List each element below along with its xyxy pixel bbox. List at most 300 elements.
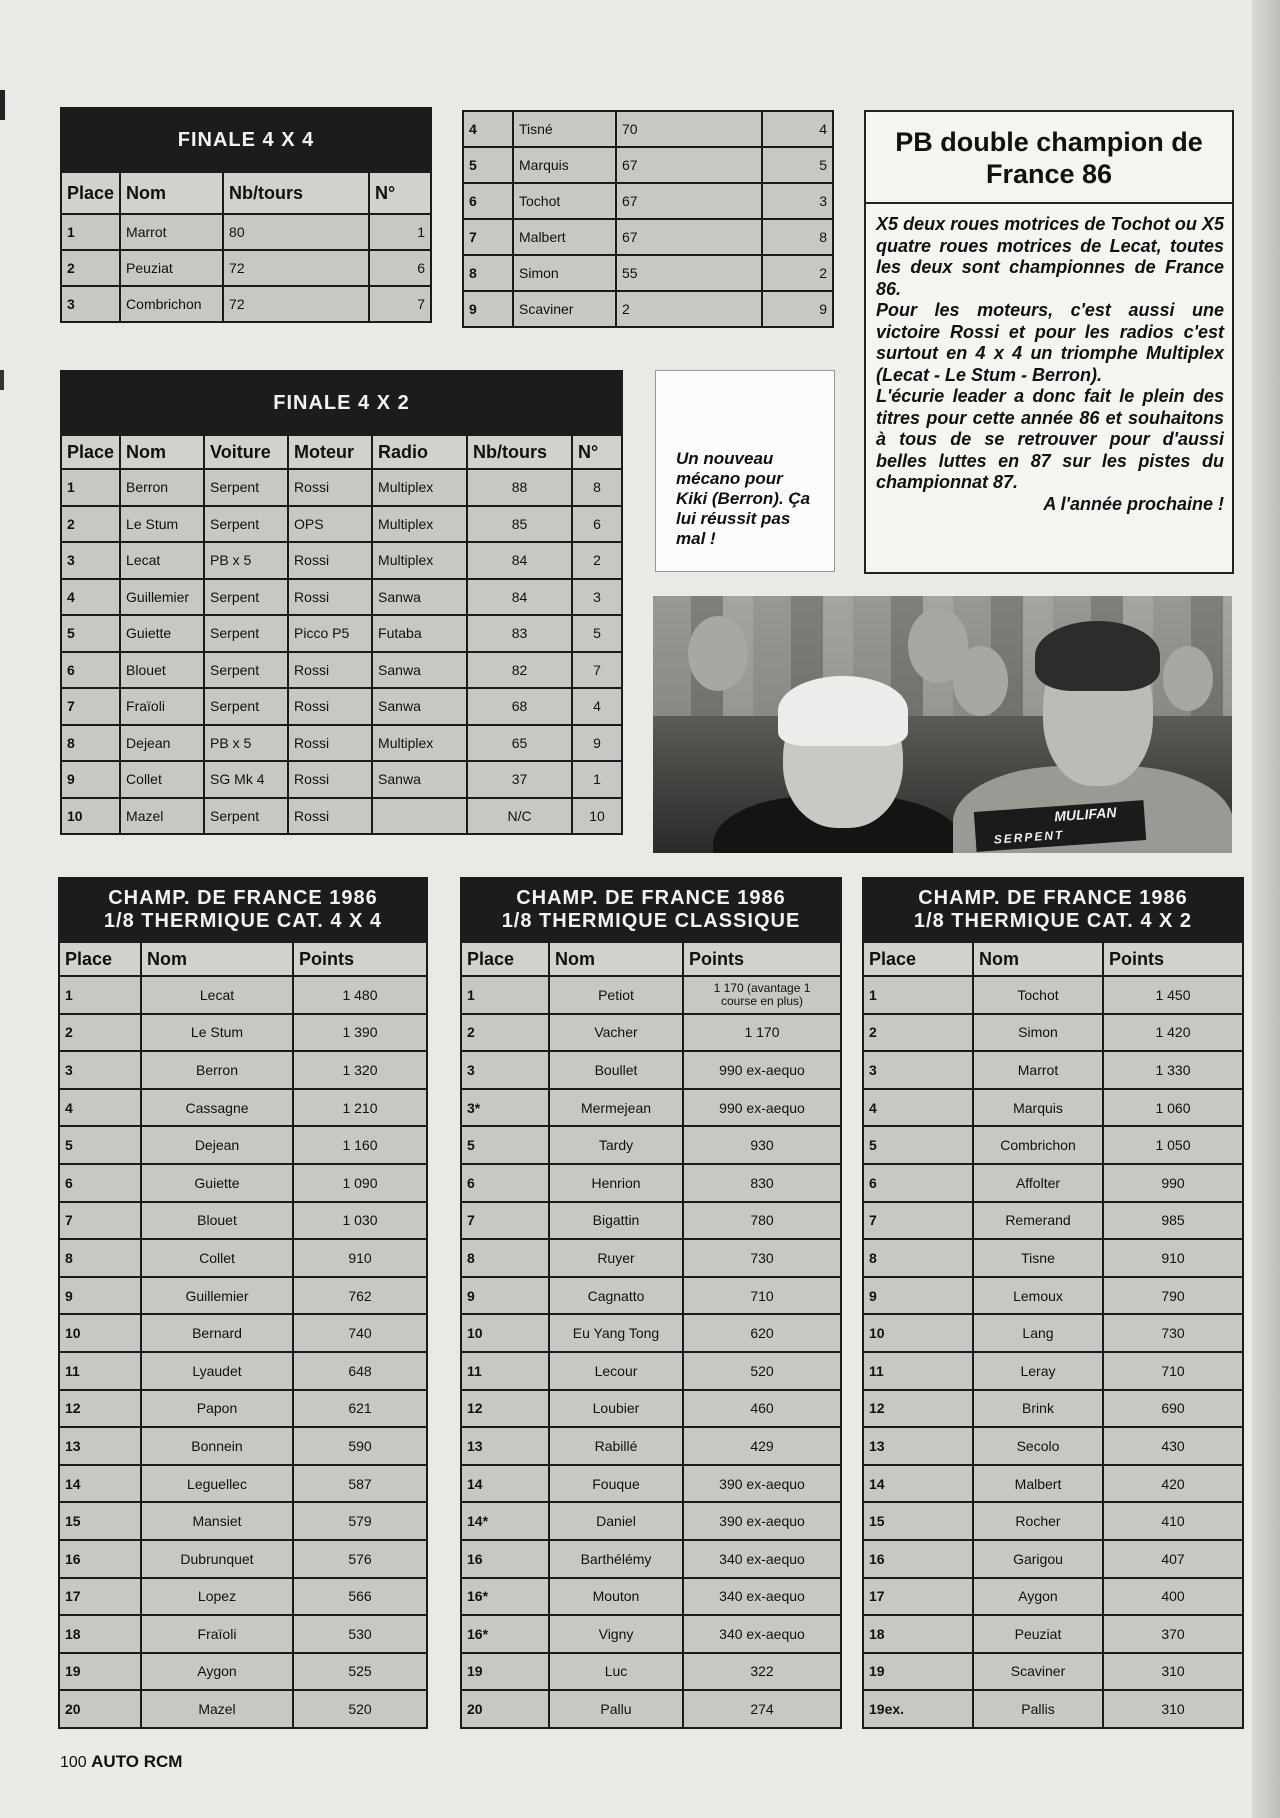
table-cell: 525 xyxy=(293,1653,427,1691)
table-cell: Brink xyxy=(973,1390,1103,1428)
table-row xyxy=(461,1089,841,1127)
table-cell: 84 xyxy=(467,579,572,616)
championship-classique-table xyxy=(460,877,842,1729)
table-cell: Multiplex xyxy=(372,506,467,543)
table-cell: Secolo xyxy=(973,1427,1103,1465)
table-cell: 1 050 xyxy=(1103,1126,1243,1164)
table-cell: 621 xyxy=(293,1390,427,1428)
column-header: Nom xyxy=(120,172,223,214)
table-row xyxy=(61,506,622,543)
table-cell: 1 030 xyxy=(293,1202,427,1240)
table-cell: 566 xyxy=(293,1578,427,1616)
table-row xyxy=(461,976,841,1014)
table-cell: Sanwa xyxy=(372,688,467,725)
table-header-row xyxy=(61,172,431,214)
table-cell: 16* xyxy=(461,1615,549,1653)
table-cell: 2 xyxy=(61,250,120,286)
table-cell: 2 xyxy=(863,1014,973,1052)
table-cell: 690 xyxy=(1103,1390,1243,1428)
column-header: Points xyxy=(683,942,841,976)
column-header: Points xyxy=(1103,942,1243,976)
table-row xyxy=(59,1390,427,1428)
table-cell: Bonnein xyxy=(141,1427,293,1465)
table-row xyxy=(61,615,622,652)
table-cell xyxy=(683,976,841,1014)
table-row xyxy=(863,1277,1243,1315)
table-row xyxy=(59,1239,427,1277)
table-cell: 6 xyxy=(863,1164,973,1202)
table-row xyxy=(461,1390,841,1428)
photo-caption xyxy=(655,370,835,572)
table-cell: 5 xyxy=(59,1126,141,1164)
table-cell: 10 xyxy=(59,1314,141,1352)
table-cell: 7 xyxy=(463,219,513,255)
table-cell: 2 xyxy=(572,542,622,579)
table-cell: 6 xyxy=(463,183,513,219)
table-cell: Leguellec xyxy=(141,1465,293,1503)
table-cell: Marrot xyxy=(973,1051,1103,1089)
table-row xyxy=(59,1465,427,1503)
table-row xyxy=(61,250,431,286)
table-cell: 429 xyxy=(683,1427,841,1465)
table-cell: Lemoux xyxy=(973,1277,1103,1315)
table-row xyxy=(59,1578,427,1616)
table-cell: 2 xyxy=(61,506,120,543)
table-cell: 8 xyxy=(863,1239,973,1277)
table-row xyxy=(461,1427,841,1465)
table-cell: 16 xyxy=(461,1540,549,1578)
table-cell: 72 xyxy=(223,286,369,322)
table-cell: 1 450 xyxy=(1103,976,1243,1014)
table-cell: 16 xyxy=(59,1540,141,1578)
column-header: Nom xyxy=(549,942,683,976)
table-cell: 3 xyxy=(461,1051,549,1089)
table-cell: 1 060 xyxy=(1103,1089,1243,1127)
table-cell: 340 ex-aequo xyxy=(683,1578,841,1616)
table-row xyxy=(461,1051,841,1089)
table-cell: 322 xyxy=(683,1653,841,1691)
table-row xyxy=(461,1164,841,1202)
table-cell: Blouet xyxy=(120,652,204,689)
table-cell: Le Stum xyxy=(120,506,204,543)
table-cell: Guiette xyxy=(120,615,204,652)
page-number: 100 xyxy=(60,1754,87,1771)
table-row xyxy=(463,291,833,327)
pb-paragraph: Pour les moteurs, c'est aussi une victoire Rossi et pour les radios c'est surtout en 4 x 4 un triomphe Multiplex (Lecat - Le Stum - Berron). xyxy=(876,300,1224,385)
table-row xyxy=(61,761,622,798)
table-cell: Leray xyxy=(973,1352,1103,1390)
finale-4x2-table xyxy=(60,370,623,835)
photo-person xyxy=(1163,646,1213,711)
table-cell: Henrion xyxy=(549,1164,683,1202)
table-row xyxy=(59,1277,427,1315)
table-cell: Fouque xyxy=(549,1465,683,1503)
table-cell: Malbert xyxy=(973,1465,1103,1503)
table-row xyxy=(59,1164,427,1202)
table-cell: Lyaudet xyxy=(141,1352,293,1390)
table-cell: Rocher xyxy=(973,1502,1103,1540)
photo-person-right-hair xyxy=(1035,621,1160,691)
table-title: FINALE 4 X 4 xyxy=(61,108,431,172)
table-row xyxy=(863,1089,1243,1127)
table-cell: 17 xyxy=(863,1578,973,1616)
table-cell: 762 xyxy=(293,1277,427,1315)
table-cell: Tochot xyxy=(513,183,616,219)
table-cell: PB x 5 xyxy=(204,542,288,579)
column-header: Place xyxy=(461,942,549,976)
table-row xyxy=(863,1465,1243,1503)
table-cell: 1 xyxy=(61,469,120,506)
table-cell: 1 480 xyxy=(293,976,427,1014)
table-header-row xyxy=(461,942,841,976)
table-cell: 82 xyxy=(467,652,572,689)
table-cell: 1 170 xyxy=(683,1014,841,1052)
table-cell: 11 xyxy=(59,1352,141,1390)
table-cell: Rossi xyxy=(288,798,372,835)
table-cell: 3 xyxy=(59,1051,141,1089)
table-cell: Futaba xyxy=(372,615,467,652)
pb-box-title: PB double champion de France 86 xyxy=(866,112,1232,204)
table-cell: 590 xyxy=(293,1427,427,1465)
table-row xyxy=(863,1051,1243,1089)
table-cell: 19 xyxy=(59,1653,141,1691)
table-cell: 710 xyxy=(1103,1352,1243,1390)
table-cell: 620 xyxy=(683,1314,841,1352)
table-cell: 14* xyxy=(461,1502,549,1540)
table-cell: 67 xyxy=(616,219,762,255)
table-cell: 520 xyxy=(683,1352,841,1390)
table-cell: 8 xyxy=(572,469,622,506)
table-cell: 80 xyxy=(223,214,369,250)
caption-text: Un nouveau mécano pour Kiki (Berron). Ça lui réussit pas mal ! xyxy=(676,449,811,548)
table-cell: 4 xyxy=(463,111,513,147)
table-cell: 15 xyxy=(59,1502,141,1540)
table-cell: 1 320 xyxy=(293,1051,427,1089)
table-cell: 11 xyxy=(461,1352,549,1390)
table-cell: 3 xyxy=(572,579,622,616)
table-cell: 910 xyxy=(1103,1239,1243,1277)
table-cell: 68 xyxy=(467,688,572,725)
table-cell: 12 xyxy=(59,1390,141,1428)
table-cell: Fraïoli xyxy=(141,1615,293,1653)
table-cell: 7 xyxy=(61,688,120,725)
table-cell: Combrichon xyxy=(973,1126,1103,1164)
photo-person xyxy=(688,616,748,691)
table-cell: 1 xyxy=(59,976,141,1014)
table-cell: 1 160 xyxy=(293,1126,427,1164)
table-cell: 520 xyxy=(293,1690,427,1728)
table-cell: Scaviner xyxy=(513,291,616,327)
table-cell: Rossi xyxy=(288,542,372,579)
table-cell: 5 xyxy=(863,1126,973,1164)
table-title xyxy=(59,878,427,942)
table-cell: 420 xyxy=(1103,1465,1243,1503)
table-cell: Serpent xyxy=(204,798,288,835)
table-row xyxy=(863,1202,1243,1240)
championship-4x2-table xyxy=(862,877,1244,1729)
table-cell: 830 xyxy=(683,1164,841,1202)
championship-4x4-table xyxy=(58,877,428,1729)
column-header: Voiture xyxy=(204,435,288,469)
table-row xyxy=(463,111,833,147)
table-cell: 8 xyxy=(61,725,120,762)
table-cell: 37 xyxy=(467,761,572,798)
table-cell: Blouet xyxy=(141,1202,293,1240)
table-cell: Tardy xyxy=(549,1126,683,1164)
table-cell: 2 xyxy=(762,255,833,291)
table-cell: Vigny xyxy=(549,1615,683,1653)
table-cell: Cagnatto xyxy=(549,1277,683,1315)
column-header: Place xyxy=(59,942,141,976)
pb-box-text xyxy=(866,204,1232,515)
column-header: N° xyxy=(572,435,622,469)
table-cell: Marquis xyxy=(513,147,616,183)
table-cell: 4 xyxy=(61,579,120,616)
table-cell: Serpent xyxy=(204,652,288,689)
table-cell: 4 xyxy=(572,688,622,725)
table-cell: 83 xyxy=(467,615,572,652)
table-cell: 70 xyxy=(616,111,762,147)
table-cell: 84 xyxy=(467,542,572,579)
table-cell: Sanwa xyxy=(372,652,467,689)
table-cell: 990 ex-aequo xyxy=(683,1089,841,1127)
table-cell: 5 xyxy=(463,147,513,183)
table-row xyxy=(59,1014,427,1052)
table-row xyxy=(863,976,1243,1014)
table-cell: Loubier xyxy=(549,1390,683,1428)
table-row xyxy=(863,1427,1243,1465)
table-cell: Sanwa xyxy=(372,579,467,616)
table-cell: 67 xyxy=(616,147,762,183)
column-header: Place xyxy=(61,172,120,214)
table-cell: Affolter xyxy=(973,1164,1103,1202)
table-cell: 576 xyxy=(293,1540,427,1578)
table-cell: 12 xyxy=(863,1390,973,1428)
table-cell: 710 xyxy=(683,1277,841,1315)
table-row xyxy=(863,1164,1243,1202)
table-cell: 13 xyxy=(461,1427,549,1465)
table-row xyxy=(463,255,833,291)
table-cell: 587 xyxy=(293,1465,427,1503)
table-cell: Boullet xyxy=(549,1051,683,1089)
table-row xyxy=(461,1239,841,1277)
photo-person-left-hair xyxy=(778,676,908,746)
table-cell: 4 xyxy=(863,1089,973,1127)
table-cell: Berron xyxy=(120,469,204,506)
page-edge xyxy=(1252,0,1280,1818)
table-cell: Lecour xyxy=(549,1352,683,1390)
table-cell: Fraïoli xyxy=(120,688,204,725)
table-cell: 310 xyxy=(1103,1690,1243,1728)
table-cell: 9 xyxy=(762,291,833,327)
table-cell: 20 xyxy=(461,1690,549,1728)
table-row xyxy=(59,1540,427,1578)
table-cell: Mazel xyxy=(120,798,204,835)
table-cell: 9 xyxy=(863,1277,973,1315)
table-cell: Luc xyxy=(549,1653,683,1691)
table-cell: Serpent xyxy=(204,579,288,616)
table-row xyxy=(59,1051,427,1089)
table-cell: Mazel xyxy=(141,1690,293,1728)
table-cell: 8 xyxy=(762,219,833,255)
column-header: Place xyxy=(863,942,973,976)
table-cell: Lang xyxy=(973,1314,1103,1352)
table-cell: Ruyer xyxy=(549,1239,683,1277)
table-cell: 1 090 xyxy=(293,1164,427,1202)
table-row xyxy=(59,1089,427,1127)
table-cell: 55 xyxy=(616,255,762,291)
table-cell: 340 ex-aequo xyxy=(683,1540,841,1578)
table-title: FINALE 4 X 2 xyxy=(61,371,622,435)
table-cell: 4 xyxy=(59,1089,141,1127)
table-cell: Berron xyxy=(141,1051,293,1089)
table-row xyxy=(863,1239,1243,1277)
table-cell: Pallu xyxy=(549,1690,683,1728)
table-cell: 7 xyxy=(863,1202,973,1240)
table-cell: 9 xyxy=(61,761,120,798)
binding-mark xyxy=(0,90,5,120)
points-note xyxy=(714,982,811,1008)
table-row xyxy=(59,1202,427,1240)
table-cell: 19 xyxy=(863,1653,973,1691)
table-cell: 20 xyxy=(59,1690,141,1728)
table-cell: 340 ex-aequo xyxy=(683,1615,841,1653)
table-row xyxy=(59,1653,427,1691)
table-row xyxy=(59,1615,427,1653)
table-row xyxy=(59,976,427,1014)
table-cell: 1 420 xyxy=(1103,1014,1243,1052)
table-cell: 7 xyxy=(59,1202,141,1240)
pb-closing: A l'année prochaine ! xyxy=(1043,493,1224,514)
table-cell: 579 xyxy=(293,1502,427,1540)
table-cell: 19ex. xyxy=(863,1690,973,1728)
table-cell: Bernard xyxy=(141,1314,293,1352)
table-cell: Dubrunquet xyxy=(141,1540,293,1578)
table-cell: 3* xyxy=(461,1089,549,1127)
table-cell: Barthélémy xyxy=(549,1540,683,1578)
column-header: Nb/tours xyxy=(223,172,369,214)
table-cell: Papon xyxy=(141,1390,293,1428)
column-header: N° xyxy=(369,172,431,214)
table-cell: Peuziat xyxy=(120,250,223,286)
table-row xyxy=(61,579,622,616)
page-footer xyxy=(60,1752,182,1772)
column-header: Radio xyxy=(372,435,467,469)
table-cell: Rossi xyxy=(288,761,372,798)
table-cell: Petiot xyxy=(549,976,683,1014)
table-header-row xyxy=(59,942,427,976)
table-cell: Serpent xyxy=(204,688,288,725)
table-row xyxy=(461,1277,841,1315)
table-cell: 430 xyxy=(1103,1427,1243,1465)
table-cell: 407 xyxy=(1103,1540,1243,1578)
table-cell: 3 xyxy=(61,286,120,322)
table-cell: 10 xyxy=(461,1314,549,1352)
table-row xyxy=(461,1578,841,1616)
table-row xyxy=(61,286,431,322)
table-cell: 1 xyxy=(369,214,431,250)
points-note-line: 1 170 (avantage 1 xyxy=(713,980,811,995)
table-cell: Peuziat xyxy=(973,1615,1103,1653)
table-cell: 460 xyxy=(683,1390,841,1428)
table-cell: 410 xyxy=(1103,1502,1243,1540)
table-row xyxy=(59,1502,427,1540)
box-label: MULIFAN xyxy=(1053,804,1117,825)
table-cell: 3 xyxy=(863,1051,973,1089)
table-cell: 8 xyxy=(461,1239,549,1277)
table-cell: 5 xyxy=(61,615,120,652)
table-row xyxy=(863,1314,1243,1352)
table-cell: 1 xyxy=(572,761,622,798)
table-cell: 1 390 xyxy=(293,1014,427,1052)
table-cell: Dejean xyxy=(120,725,204,762)
table-row xyxy=(461,1690,841,1728)
table-cell: Cassagne xyxy=(141,1089,293,1127)
table-cell: 3 xyxy=(61,542,120,579)
table-cell: Guiette xyxy=(141,1164,293,1202)
column-header: Points xyxy=(293,942,427,976)
table-row xyxy=(863,1578,1243,1616)
finale-4x4-table xyxy=(60,107,432,323)
table-cell: 7 xyxy=(572,652,622,689)
column-header: Nom xyxy=(141,942,293,976)
table-cell: 1 330 xyxy=(1103,1051,1243,1089)
magazine-name: AUTO RCM xyxy=(91,1752,183,1771)
table-cell: 985 xyxy=(1103,1202,1243,1240)
table-row xyxy=(461,1014,841,1052)
table-cell: 2 xyxy=(616,291,762,327)
table-cell: Multiplex xyxy=(372,469,467,506)
table-cell: 12 xyxy=(461,1390,549,1428)
table-cell: Bigattin xyxy=(549,1202,683,1240)
table-cell: 530 xyxy=(293,1615,427,1653)
table-cell: 930 xyxy=(683,1126,841,1164)
table-cell: Tisne xyxy=(973,1239,1103,1277)
table-cell: Tochot xyxy=(973,976,1103,1014)
table-row xyxy=(461,1314,841,1352)
table-cell: Rossi xyxy=(288,688,372,725)
table-cell: 740 xyxy=(293,1314,427,1352)
title-line: CHAMP. DE FRANCE 1986 xyxy=(918,887,1188,909)
table-row xyxy=(463,219,833,255)
table-row xyxy=(61,542,622,579)
table-cell: 400 xyxy=(1103,1578,1243,1616)
table-cell: 6 xyxy=(461,1164,549,1202)
table-cell: Remerand xyxy=(973,1202,1103,1240)
table-cell: 648 xyxy=(293,1352,427,1390)
table-row xyxy=(61,469,622,506)
pb-paragraph: L'écurie leader a donc fait le plein des titres pour cette année 86 et souhaitons à tous de se retrouver pour d'aussi belles luttes en 87 sur les pistes du championnat 87. xyxy=(876,386,1224,492)
table-cell: 730 xyxy=(1103,1314,1243,1352)
title-line: 1/8 THERMIQUE CLASSIQUE xyxy=(501,910,801,932)
table-cell: Simon xyxy=(513,255,616,291)
table-cell: N/C xyxy=(467,798,572,835)
table-cell xyxy=(372,798,467,835)
table-cell: 2 xyxy=(461,1014,549,1052)
table-cell: Garigou xyxy=(973,1540,1103,1578)
table-cell: Simon xyxy=(973,1014,1103,1052)
table-cell: 7 xyxy=(461,1202,549,1240)
table-cell: Vacher xyxy=(549,1014,683,1052)
table-cell: 16* xyxy=(461,1578,549,1616)
table-row xyxy=(461,1615,841,1653)
table-cell: Mouton xyxy=(549,1578,683,1616)
table-cell: 10 xyxy=(863,1314,973,1352)
column-header: Nom xyxy=(973,942,1103,976)
table-cell: Multiplex xyxy=(372,542,467,579)
table-cell: Sanwa xyxy=(372,761,467,798)
table-cell: 6 xyxy=(572,506,622,543)
